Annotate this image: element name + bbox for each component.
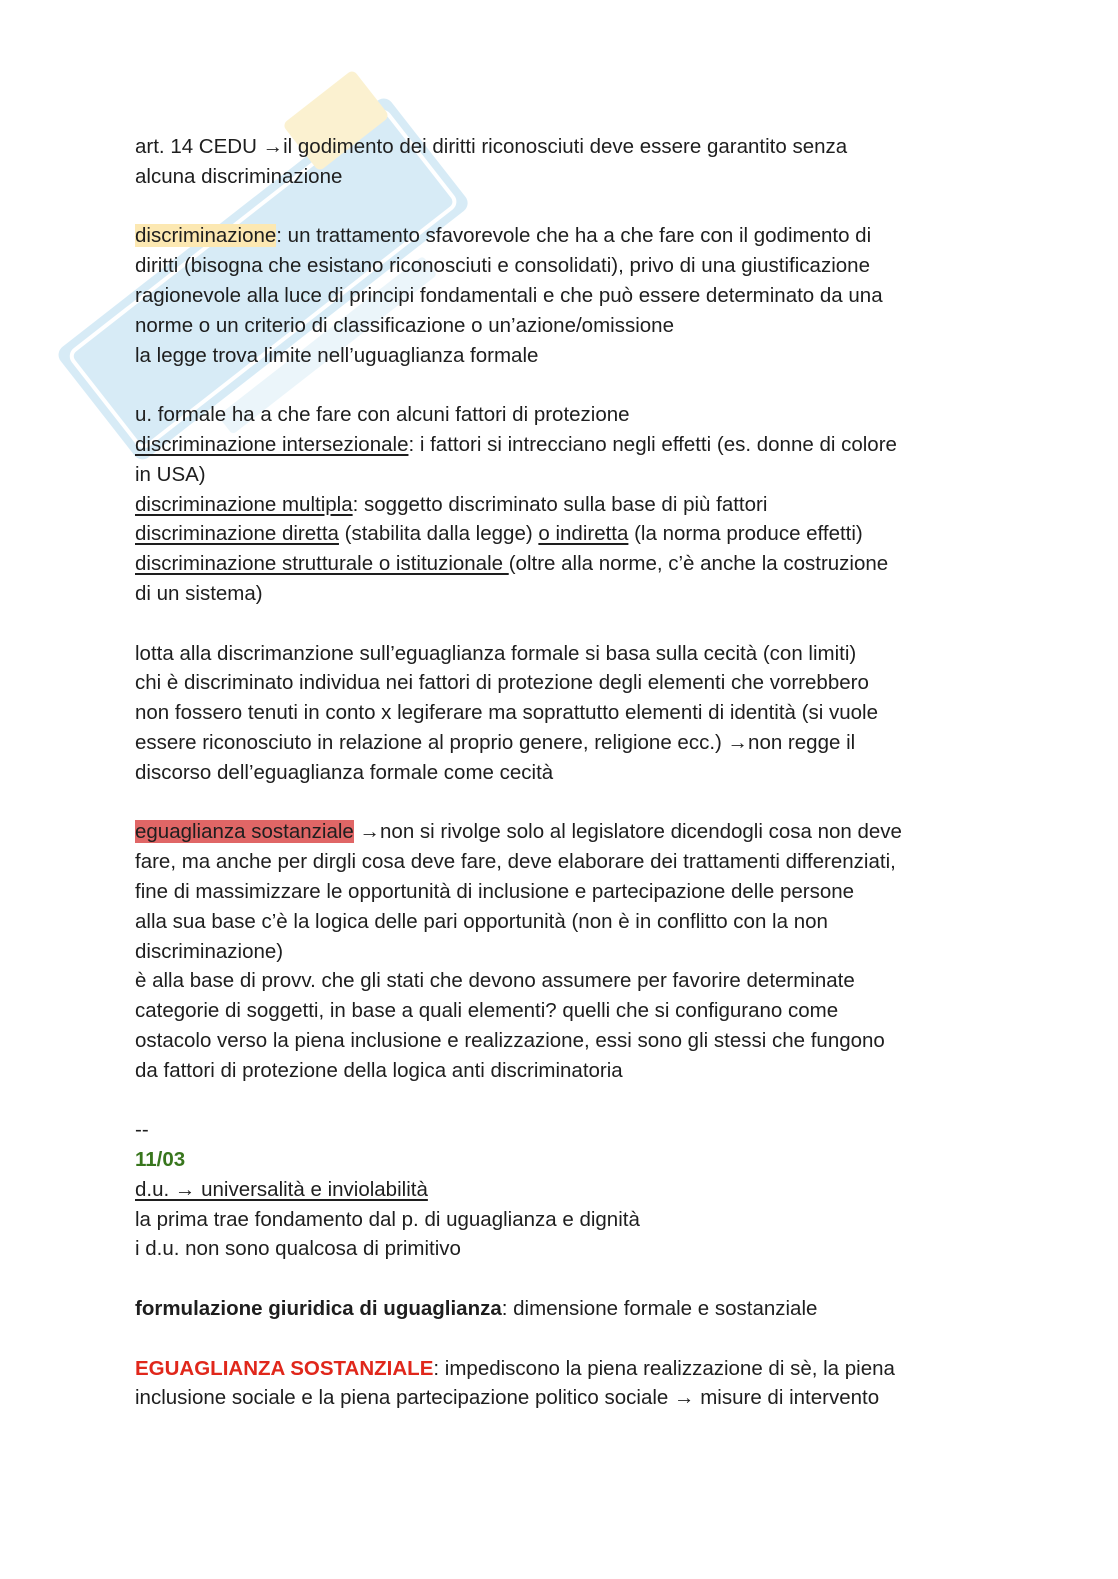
text-run: (la norma produce effetti): [628, 522, 863, 546]
text-run: : un trattamento sfavorevole che ha a che fare con il godimento di: [276, 224, 872, 248]
text-line: ragionevole alla luce di principi fondamentali e che può essere determinato da una: [135, 283, 883, 307]
underlined-term: discriminazione multipla: [135, 492, 353, 516]
text-line: [135, 817, 985, 847]
text-line: lotta alla discrimanzione sull’eguaglianza formale si basa sulla cecità (con limiti): [135, 641, 857, 665]
text-line: diritti (bisogna che esistano riconosciuti e consolidati), privo di una giustificazione: [135, 254, 870, 278]
text-run: (stabilita dalla legge): [338, 522, 539, 546]
separator: --: [135, 1118, 149, 1142]
text-line: essere riconosciuto in relazione al proprio genere, religione ecc.) →non regge il: [135, 730, 856, 754]
highlighted-term: discriminazione: [135, 224, 277, 248]
text-line: norme o un criterio di classificazione o un’azione/omissione: [135, 313, 674, 337]
text-line: è alla base di provv. che gli stati che devono assumere per favorire determinate: [135, 969, 855, 993]
text-line: [135, 549, 985, 579]
text-line: alla sua base c’è la logica delle pari opportunità (non è in conflitto con la non: [135, 909, 828, 933]
text-line: [135, 430, 985, 460]
text-run: (oltre alla norme, c’è anche la costruzione: [508, 552, 889, 576]
text-line: fare, ma anche per dirgli cosa deve fare, deve elaborare dei trattamenti differenziati,: [135, 850, 896, 874]
text-line: fine di massimizzare le opportunità di inclusione e partecipazione delle persone: [135, 879, 855, 903]
text-run: : dimensione formale e sostanziale: [501, 1297, 818, 1321]
text-line: u. formale ha a che fare con alcuni fattori di protezione: [135, 403, 630, 427]
text-line: [135, 1354, 985, 1384]
text-line: i d.u. non sono qualcosa di primitivo: [135, 1237, 461, 1261]
text-run: : impediscono la piena realizzazione di sè, la piena: [433, 1356, 895, 1380]
text-line: art. 14 CEDU →il godimento dei diritti riconosciuti deve essere garantito senza: [135, 135, 848, 158]
text-line: inclusione sociale e la piena partecipazione politico sociale → misure di intervento: [135, 1386, 880, 1410]
text-line: la legge trova limite nell’uguaglianza formale: [135, 343, 539, 367]
text-line: alcuna discriminazione: [135, 164, 343, 188]
section-heading: EGUAGLIANZA SOSTANZIALE: [135, 1356, 434, 1380]
highlighted-term: eguaglianza sostanziale: [135, 820, 354, 844]
text-line: [135, 221, 985, 251]
underlined-term: discriminazione intersezionale: [135, 432, 409, 456]
text-line: [135, 1294, 985, 1324]
bold-term: formulazione giuridica di uguaglianza: [135, 1297, 502, 1321]
text-line: ostacolo verso la piena inclusione e realizzazione, essi sono gli stessi che fungono: [135, 1028, 885, 1052]
underlined-term: discriminazione strutturale o istituzionale: [135, 552, 509, 576]
text-line: categorie di soggetti, in base a quali elementi? quelli che si configurano come: [135, 999, 839, 1023]
text-run: : soggetto discriminato sulla base di più fattori: [352, 492, 768, 516]
text-line: da fattori di protezione della logica anti discriminatoria: [135, 1058, 623, 1082]
text-line: discriminazione): [135, 939, 284, 963]
text-run: : i fattori si intrecciano negli effetti (es. donne di colore: [408, 432, 897, 456]
underlined-heading: d.u. → universalità e inviolabilità: [135, 1177, 428, 1201]
date-heading: 11/03: [135, 1148, 186, 1172]
text-line: [135, 519, 985, 549]
text-line: chi è discriminato individua nei fattori di protezione degli elementi che vorrebbero: [135, 671, 869, 695]
underlined-term: discriminazione diretta: [135, 522, 339, 546]
document-body: [135, 132, 985, 1413]
text-run: →non si rivolge solo al legislatore dicendogli cosa non deve: [353, 820, 902, 844]
text-line: di un sistema): [135, 581, 263, 605]
text-line: discorso dell’eguaglianza formale come cecità: [135, 760, 554, 784]
text-line: [135, 490, 985, 520]
text-line: la prima trae fondamento dal p. di uguaglianza e dignità: [135, 1207, 640, 1231]
underlined-term: o indiretta: [538, 522, 629, 546]
text-line: in USA): [135, 462, 206, 486]
text-line: non fossero tenuti in conto x legiferare ma soprattutto elementi di identità (si vuole: [135, 701, 878, 725]
